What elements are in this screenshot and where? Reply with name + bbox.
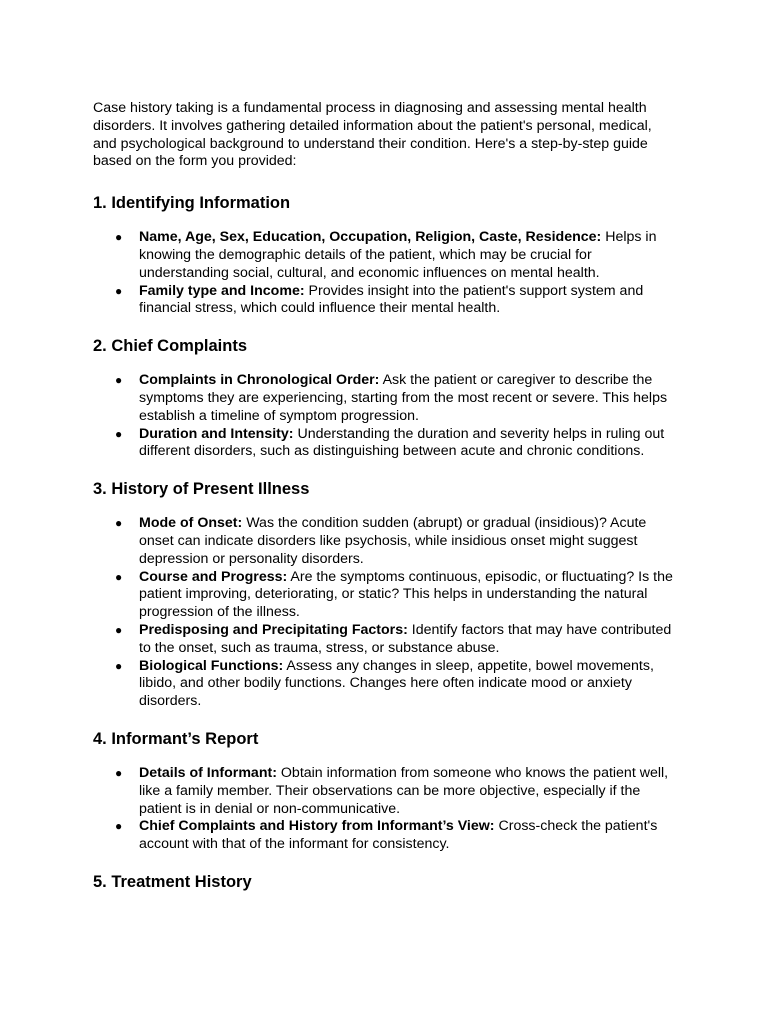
item-term: Course and Progress: <box>139 568 288 585</box>
list-item <box>115 372 676 425</box>
section-heading: 4. Informant’s Report <box>93 729 259 748</box>
list-item <box>115 425 676 462</box>
item-term: Details of Informant: <box>139 764 277 781</box>
list-item <box>115 621 676 658</box>
list-item <box>115 818 676 854</box>
section-heading: 3. History of Present Illness <box>93 480 310 499</box>
section-3 <box>93 479 676 711</box>
bullet-icon: ● <box>115 426 123 441</box>
bullet-list <box>93 372 676 461</box>
bullet-icon: ● <box>115 373 123 388</box>
item-description: Understanding the duration and severity helps in ruling out different disorders, such as distinguishing between acute and chronic conditions. <box>139 425 665 460</box>
item-description: Provides insight into the patient's support system and financial stress, which could influence their mental health. <box>139 282 644 317</box>
item-term: Biological Functions: <box>139 657 284 674</box>
item-term: Complaints in Chronological Order: <box>139 372 380 389</box>
item-term: Chief Complaints and History from Informant’s View: <box>139 818 495 835</box>
item-description: Identify factors that may have contributed to the onset, such as trauma, stress, or substance abuse. <box>139 621 672 656</box>
intro-paragraph: Case history taking is a fundamental process in diagnosing and assessing mental health disorders. It involves gathering detailed information about the patient's personal, medical, and psychological background to understand their condition. Here's a step-by-step guide based on the form you provided: <box>93 100 652 170</box>
list-item <box>115 515 676 568</box>
bullet-icon: ● <box>115 622 123 637</box>
list-item <box>115 568 676 622</box>
item-term: Name, Age, Sex, Education, Occupation, Religion, Caste, Residence: <box>139 229 602 246</box>
item-description: Ask the patient or caregiver to describe the symptoms they are experiencing, starting from the most recent or severe. This helps establish a timeline of symptom progression. <box>139 372 668 424</box>
item-description: Assess any changes in sleep, appetite, bowel movements, libido, and other bodily functions. Changes here often indicate mood or anxiety disorders. <box>139 657 654 710</box>
sections-container <box>93 193 676 892</box>
list-item <box>115 282 676 319</box>
bullet-icon: ● <box>115 765 123 780</box>
item-term: Predisposing and Precipitating Factors: <box>139 621 408 638</box>
item-description: Helps in knowing the demographic details of the patient, which may be crucial for understanding social, cultural, and economic influences on mental health. <box>139 229 657 281</box>
bullet-list <box>93 515 676 711</box>
bullet-icon: ● <box>115 658 123 673</box>
section-1 <box>93 193 676 318</box>
list-item <box>115 764 676 818</box>
section-5 <box>93 872 676 892</box>
bullet-list <box>93 765 676 854</box>
section-4 <box>93 729 676 854</box>
item-description: Obtain information from someone who knows the patient well, like a family member. Their observations can be more objective, especially if the patient is in denial or non-communicative. <box>139 764 669 817</box>
item-term: Mode of Onset: <box>139 515 243 532</box>
bullet-icon: ● <box>115 819 123 834</box>
bullet-list <box>93 229 676 318</box>
bullet-icon: ● <box>115 230 123 245</box>
section-heading: 1. Identifying Information <box>93 194 291 213</box>
item-description: Was the condition sudden (abrupt) or gradual (insidious)? Acute onset can indicate disorders like psychosis, while insidious onset might suggest depression or personality disorders. <box>139 515 647 567</box>
list-item <box>115 229 676 282</box>
item-term: Family type and Income: <box>139 282 305 299</box>
section-heading: 2. Chief Complaints <box>93 337 248 356</box>
bullet-icon: ● <box>115 283 123 298</box>
section-heading: 5. Treatment History <box>93 872 252 891</box>
bullet-icon: ● <box>115 516 123 531</box>
item-term: Duration and Intensity: <box>139 425 294 442</box>
item-description: Are the symptoms continuous, episodic, or fluctuating? Is the patient improving, deteriorating, or static? This helps in understanding the natural progression of the illness. <box>139 568 673 621</box>
bullet-icon: ● <box>115 569 123 584</box>
list-item <box>115 657 676 711</box>
section-2 <box>93 336 676 461</box>
item-description: Cross-check the patient's account with that of the informant for consistency. <box>139 818 658 853</box>
